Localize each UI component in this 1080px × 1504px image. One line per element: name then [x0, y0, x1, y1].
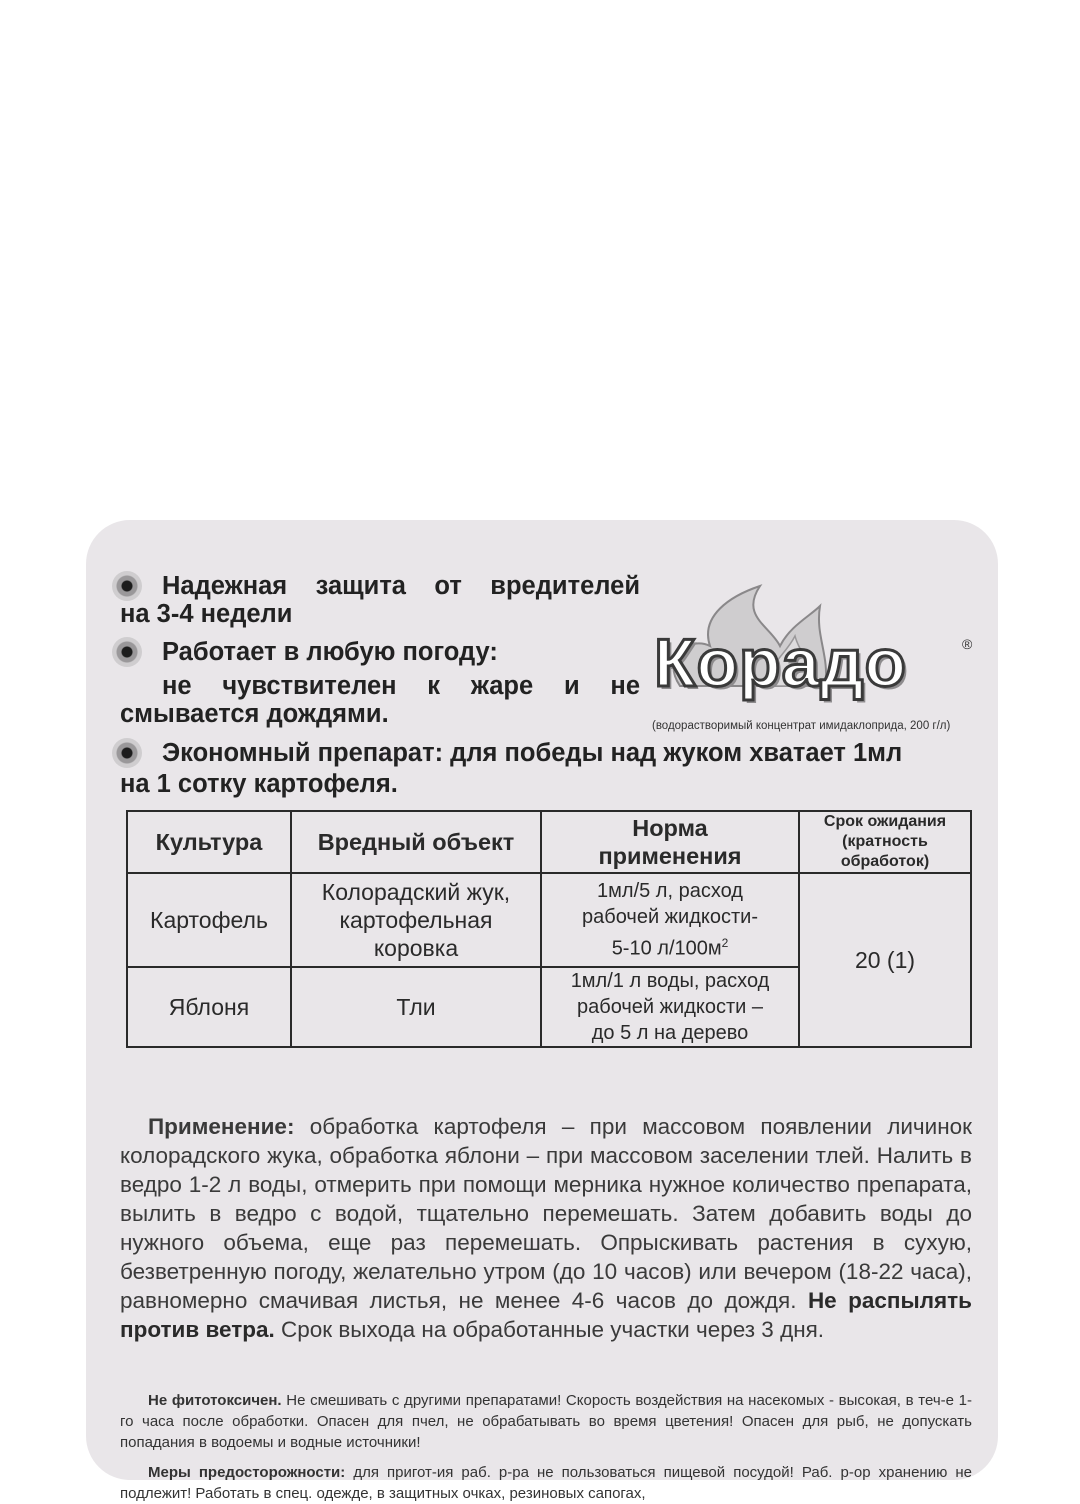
application-text: обработка картофеля – при массовом появлении личинок колорадского жука, обработка яблони – при массовом заселении тлей. Налить в ведро 1-2 л воды, отмерить при помощи мерника нужное количество препарата, вылить в ведро с водой, тщательно перемешать. Затем добавить воды до нужного объема, еще раз перемешать. Опрыскивать растения в сухую, безветренную погоду, желательно утром (до 10 часов) или вечером (18-22 часа), равномерно смачивая листья, не менее 4-6 часов до дождя.	[120, 1114, 972, 1313]
bullet-icon	[112, 637, 142, 667]
precautions-paragraph	[120, 1462, 972, 1504]
bullet-icon	[112, 571, 142, 601]
row-pest-line3: коровка	[373, 935, 459, 961]
row-culture: Картофель	[127, 873, 291, 967]
row-culture: Яблоня	[127, 967, 291, 1047]
precautions-text: для пригот-ия раб. р-ра не пользоваться пищевой посудой! Раб. р-ор хранению не подлежит! Работать в спец. одежде, в защитных очках, резиновых сапогах,	[120, 1464, 973, 1502]
header-wait-line2: (кратность	[842, 833, 928, 850]
bullet-economy	[120, 738, 972, 800]
row-norm-line1: 1мл/1 л воды, расход	[570, 970, 770, 992]
application-paragraph	[120, 1112, 972, 1344]
bullet-weather-line1: Работает в любую погоду:	[162, 638, 498, 666]
header-culture: Культура	[127, 811, 291, 873]
header-wait-line1: Срок ожидания	[823, 813, 947, 830]
row-pest-line2: картофельная	[339, 907, 493, 933]
header-norm-line2: применения	[598, 843, 742, 869]
row-norm-superscript: 2	[721, 936, 729, 951]
header-pest: Вредный объект	[291, 811, 541, 873]
row-norm	[541, 967, 799, 1047]
header-wait-line3: обработок)	[840, 853, 930, 870]
label-card	[86, 520, 998, 1502]
bullet-weather	[120, 638, 640, 728]
application-table	[126, 810, 972, 1048]
row-pest-line1: Колорадский жук,	[321, 879, 511, 905]
precautions-lead: Меры предосторожности:	[148, 1464, 346, 1481]
toxicity-paragraph	[120, 1390, 972, 1453]
wait-value: 20 (1)	[799, 873, 971, 1047]
row-pest	[291, 873, 541, 967]
bullet-weather-line2: не чувствителен к жаре и не	[162, 672, 640, 700]
row-norm-line3: до 5 л на дерево	[591, 1022, 749, 1044]
toxicity-lead: Не фитотоксичен.	[148, 1392, 282, 1409]
bullet-economy-line2: на 1 сотку картофеля.	[120, 770, 398, 798]
header-wait	[799, 811, 971, 873]
row-norm-line1: 1мл/5 л, расход	[597, 880, 743, 903]
table-row	[127, 873, 971, 967]
logo-name: Корадо	[654, 625, 908, 701]
bullet-weather-line3: смывается дождями.	[120, 700, 389, 728]
table-header-row	[127, 811, 971, 873]
application-warning: Не распылять против ветра.	[120, 1288, 972, 1342]
bullet-protection-line1: Надежная защита от вредителей	[162, 572, 640, 600]
header-norm-line1: Норма	[632, 815, 708, 841]
row-norm	[541, 873, 799, 967]
bullet-protection	[120, 572, 640, 628]
bullet-icon	[112, 738, 142, 768]
logo-subtitle: (водорастворимый концентрат имидаклоприда, 200 г/л)	[652, 720, 951, 732]
header-norm	[541, 811, 799, 873]
application-tail: Срок выхода на обработанные участки через 3 дня.	[274, 1317, 825, 1342]
row-norm-line3: 5-10 л/100м	[611, 937, 722, 960]
registered-mark: ®	[962, 636, 973, 652]
bullet-economy-line1: Экономный препарат: для победы над жуком хватает 1мл	[162, 739, 903, 767]
brand-logo	[650, 576, 980, 746]
bullet-protection-line2: на 3-4 недели	[120, 600, 293, 628]
toxicity-text: Не смешивать с другими препаратами! Скорость воздействия на насекомых - высокая, в теч-е 1-го часа после обработки. Опасен для пчел, не обрабатывать во время цветения! Опасен для рыб, не допускать попадания в водоемы и водные источники!	[120, 1392, 972, 1451]
row-norm-line2: рабочей жидкости –	[577, 996, 763, 1018]
row-pest: Тли	[291, 967, 541, 1047]
application-lead: Применение:	[148, 1114, 295, 1139]
row-norm-line2: рабочей жидкости-	[582, 906, 758, 929]
